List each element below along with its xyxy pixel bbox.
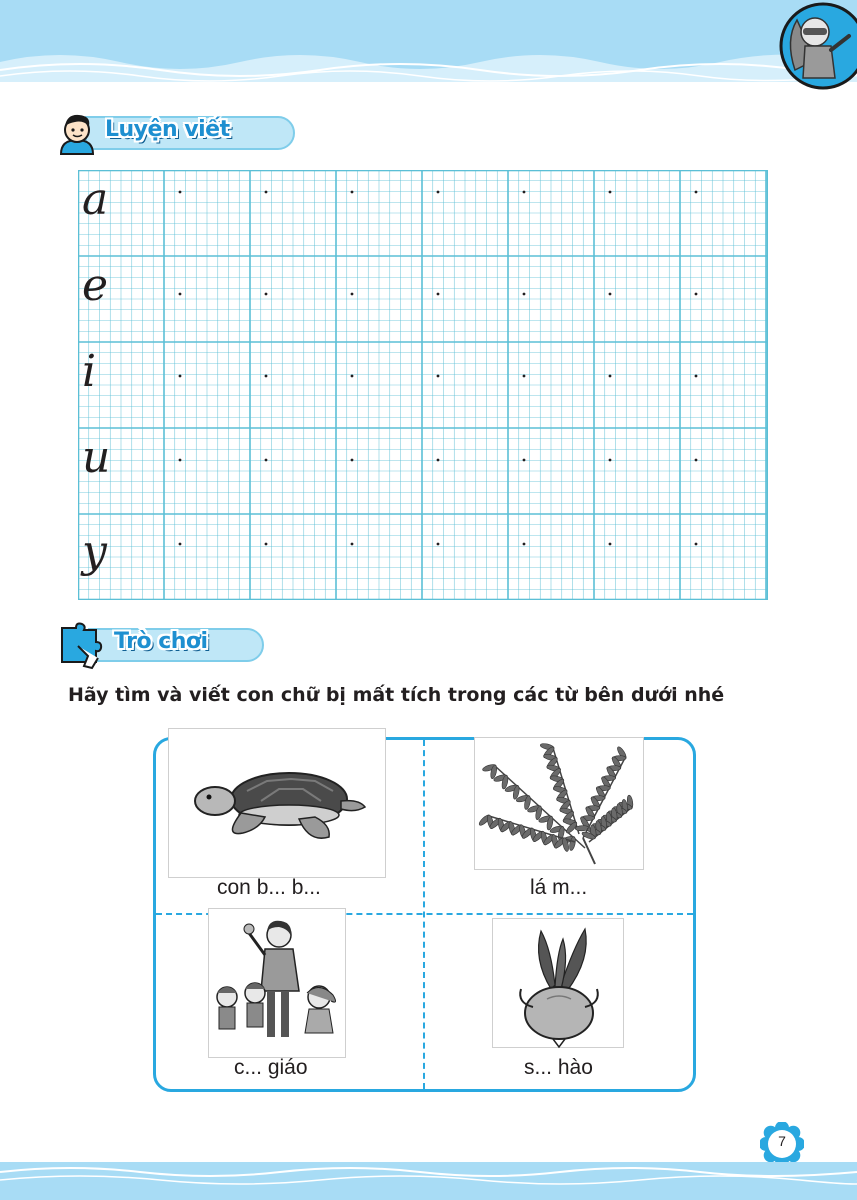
word-s-hao: s... hào	[524, 1056, 593, 1079]
sample-letter-a: a	[82, 174, 109, 225]
word-con-b-b: con b... b...	[217, 876, 321, 899]
start-dot	[437, 459, 440, 462]
start-dot	[265, 191, 268, 194]
sea-turtle-picture	[168, 728, 386, 878]
start-dot	[265, 375, 268, 378]
sample-letter-i: i	[82, 346, 97, 397]
start-dot	[695, 293, 698, 296]
start-dot	[437, 191, 440, 194]
kohlrabi-picture	[492, 918, 624, 1048]
teacher-children-picture	[208, 908, 346, 1058]
page-number: 7	[778, 1133, 786, 1149]
tamarind-leaves-picture	[474, 737, 644, 870]
start-dot	[265, 543, 268, 546]
game-section-title: Trò chơi	[114, 629, 208, 654]
page-number-badge	[760, 1122, 804, 1166]
start-dot	[351, 375, 354, 378]
start-dot	[695, 375, 698, 378]
sample-letter-y: y	[82, 526, 107, 577]
word-c-giao: c... giáo	[234, 1056, 308, 1079]
start-dot	[179, 459, 182, 462]
start-dot	[609, 293, 612, 296]
start-dot	[437, 293, 440, 296]
kohlrabi-icon	[493, 919, 625, 1049]
start-dot	[609, 543, 612, 546]
puzzle-icon	[58, 622, 106, 670]
start-dot	[523, 543, 526, 546]
game-section-header	[58, 622, 233, 666]
start-dot	[179, 375, 182, 378]
start-dot	[523, 459, 526, 462]
word-la-m: lá m...	[530, 876, 588, 899]
writing-section-header	[55, 110, 255, 154]
top-wave-band	[0, 0, 857, 82]
tamarind-leaves-icon	[475, 738, 645, 871]
start-dot	[523, 191, 526, 194]
game-instruction: Hãy tìm và viết con chữ bị mất tích trong các từ bên dưới nhé	[68, 684, 725, 706]
superhero-mascot-icon	[775, 0, 857, 92]
sea-turtle-icon	[169, 729, 387, 879]
start-dot	[609, 191, 612, 194]
sample-letter-e: e	[82, 260, 109, 311]
start-dot	[179, 543, 182, 546]
start-dot	[351, 543, 354, 546]
start-dot	[695, 459, 698, 462]
start-dot	[265, 293, 268, 296]
start-dot	[523, 375, 526, 378]
start-dot	[609, 375, 612, 378]
start-dot	[351, 191, 354, 194]
teacher-children-icon	[209, 909, 347, 1059]
bottom-wave-band	[0, 1162, 857, 1200]
sample-letter-u: u	[82, 432, 111, 483]
start-dot	[179, 293, 182, 296]
boy-face-icon	[55, 110, 99, 156]
start-dot	[523, 293, 526, 296]
start-dot	[265, 459, 268, 462]
start-dot	[351, 459, 354, 462]
start-dot	[351, 293, 354, 296]
start-dot	[437, 375, 440, 378]
grid-lines	[78, 170, 768, 600]
start-dot	[695, 543, 698, 546]
start-dot	[695, 191, 698, 194]
handwriting-grid	[78, 170, 768, 600]
start-dot	[437, 543, 440, 546]
writing-section-title: Luyện viết	[105, 117, 230, 142]
start-dot	[609, 459, 612, 462]
start-dot	[179, 191, 182, 194]
